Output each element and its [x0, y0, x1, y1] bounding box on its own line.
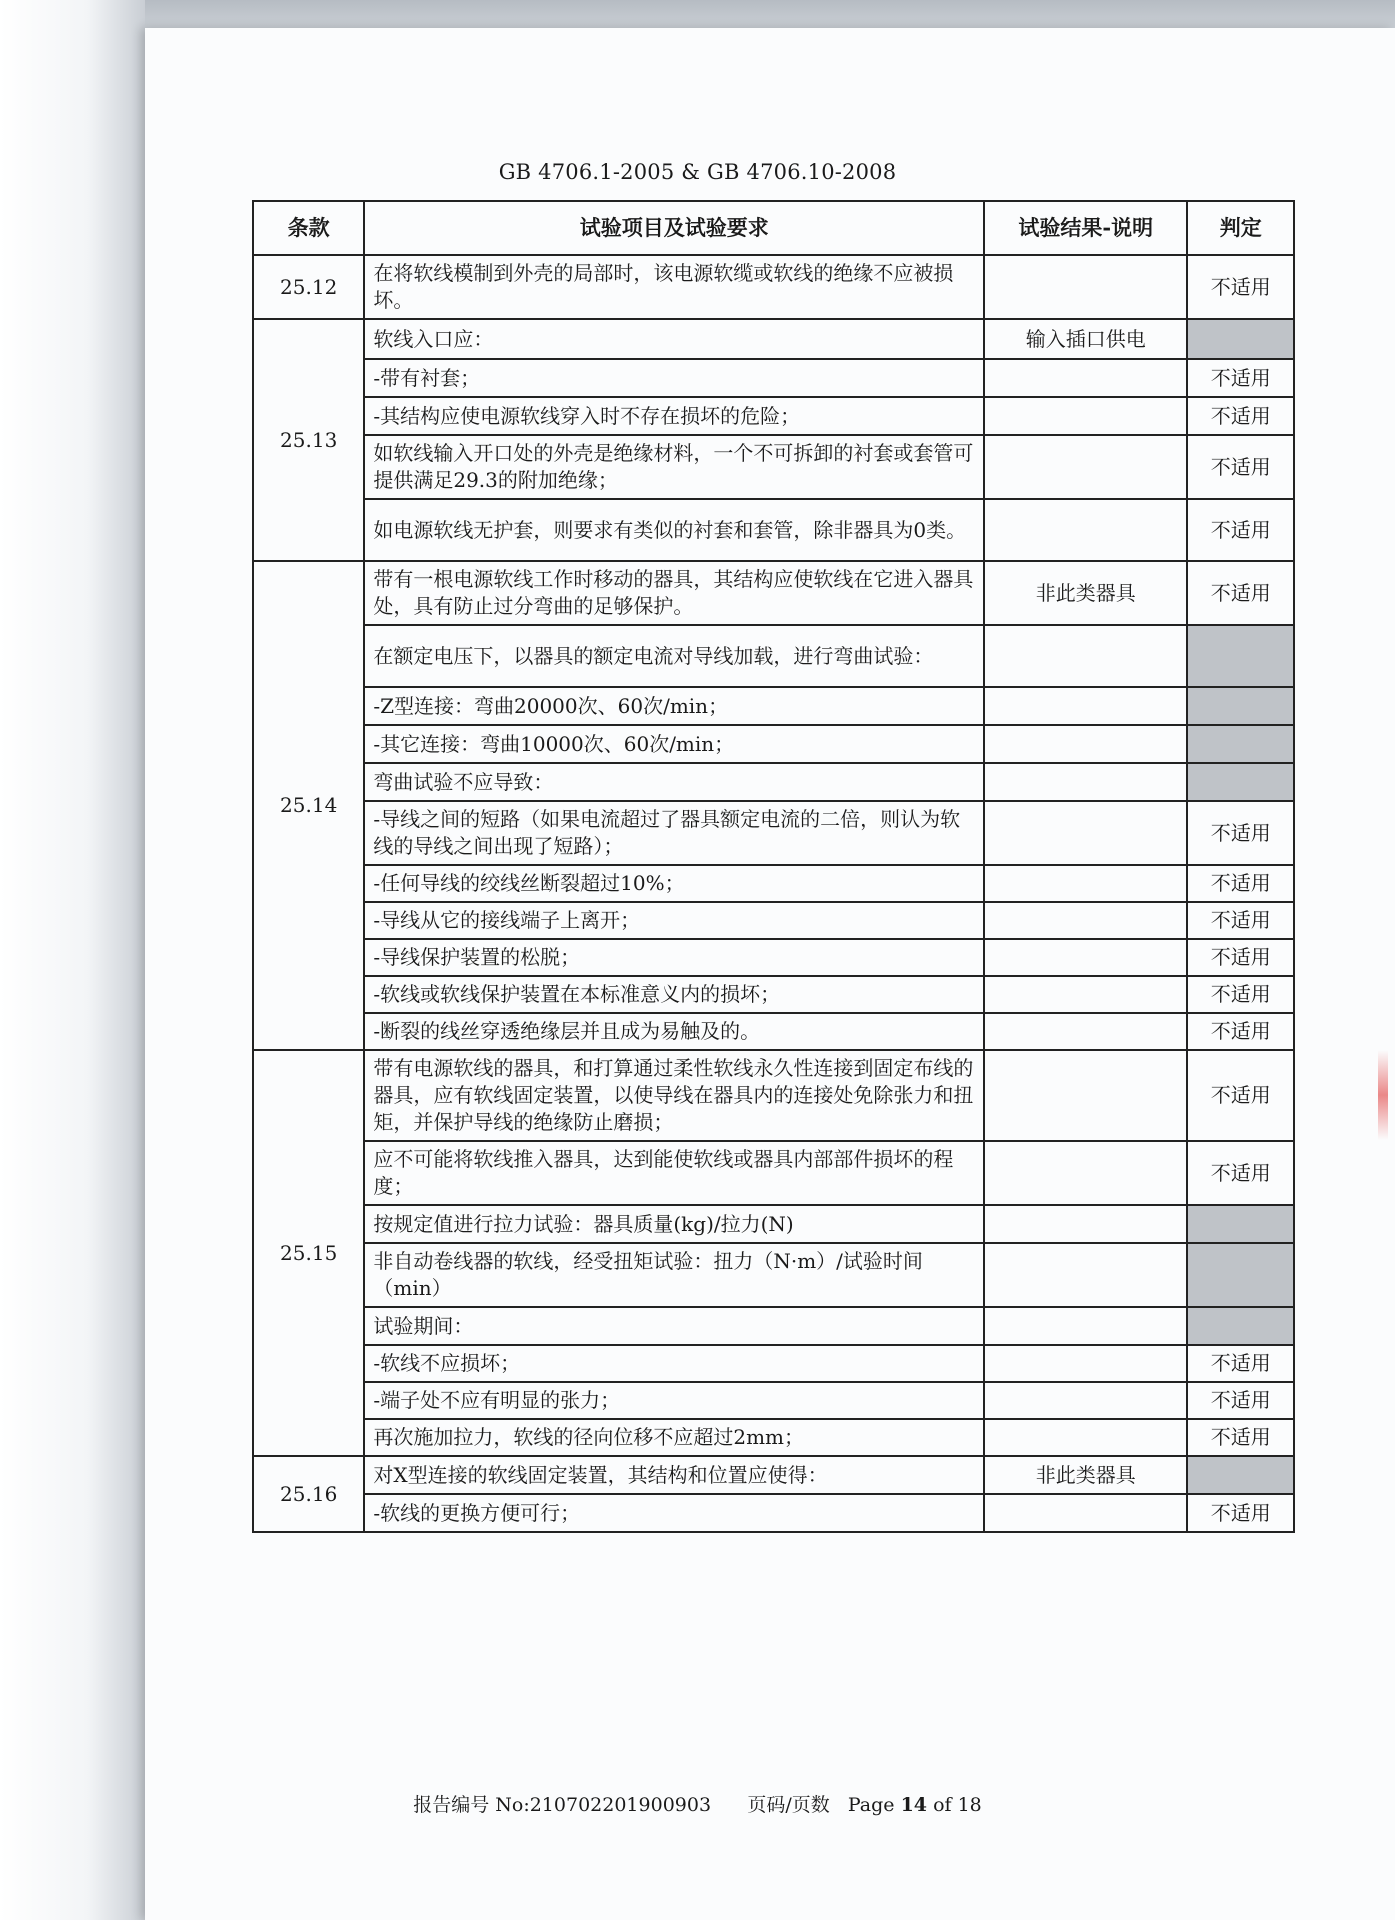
item-cell: 对X型连接的软线固定装置，其结构和位置应使得：: [364, 1456, 984, 1494]
verdict-cell: 不适用: [1187, 939, 1294, 976]
page-of: of: [933, 1794, 952, 1816]
result-cell: 输入插口供电: [984, 319, 1187, 359]
verdict-cell-shaded: [1187, 1243, 1294, 1307]
result-cell: [984, 687, 1187, 725]
verdict-cell: 不适用: [1187, 255, 1294, 319]
verdict-cell-shaded: [1187, 319, 1294, 359]
result-cell: [984, 1243, 1187, 1307]
result-cell: [984, 255, 1187, 319]
col-header-item: 试验项目及试验要求: [364, 201, 984, 255]
result-cell: [984, 1345, 1187, 1382]
table-row: [253, 939, 1294, 976]
result-cell: [984, 1494, 1187, 1532]
col-header-clause: 条款: [253, 201, 364, 255]
clause-cell: 25.12: [253, 255, 364, 319]
result-cell: [984, 1307, 1187, 1345]
table-row: [253, 1307, 1294, 1345]
verdict-cell: 不适用: [1187, 435, 1294, 499]
result-cell: [984, 1050, 1187, 1141]
item-cell: 带有一根电源软线工作时移动的器具，其结构应使软线在它进入器具处，具有防止过分弯曲的足够保护。: [364, 561, 984, 625]
verdict-cell: 不适用: [1187, 397, 1294, 435]
page-label: 页码/页数: [747, 1794, 830, 1816]
table-row: [253, 435, 1294, 499]
item-cell: 在将软线模制到外壳的局部时，该电源软缆或软线的绝缘不应被损坏。: [364, 255, 984, 319]
table-row: [253, 1205, 1294, 1243]
item-cell: -导线从它的接线端子上离开；: [364, 902, 984, 939]
clause-cell: 25.14: [253, 561, 364, 1050]
table-row: [253, 625, 1294, 687]
item-cell: 软线入口应：: [364, 319, 984, 359]
verdict-cell: 不适用: [1187, 902, 1294, 939]
table-row: [253, 319, 1294, 359]
clause-cell: 25.15: [253, 1050, 364, 1456]
verdict-cell-shaded: [1187, 687, 1294, 725]
verdict-cell-shaded: [1187, 1456, 1294, 1494]
table-row: [253, 1243, 1294, 1307]
verdict-cell: 不适用: [1187, 561, 1294, 625]
verdict-cell: 不适用: [1187, 1494, 1294, 1532]
page-total: 18: [957, 1794, 982, 1816]
item-cell: 按规定值进行拉力试验：器具质量(kg)/拉力(N): [364, 1205, 984, 1243]
table-row: [253, 1141, 1294, 1205]
result-cell: [984, 435, 1187, 499]
result-cell: [984, 865, 1187, 902]
result-cell: [984, 976, 1187, 1013]
page-prefix: Page: [847, 1794, 895, 1816]
table-row: [253, 1050, 1294, 1141]
table-row: [253, 865, 1294, 902]
page-header: GB 4706.1-2005 & GB 4706.10-2008: [498, 160, 897, 184]
item-cell: -任何导线的绞线丝断裂超过10%；: [364, 865, 984, 902]
result-cell: 非此类器具: [984, 1456, 1187, 1494]
item-cell: 试验期间：: [364, 1307, 984, 1345]
verdict-cell-shaded: [1187, 763, 1294, 801]
verdict-cell: 不适用: [1187, 1419, 1294, 1456]
clause-cell: 25.16: [253, 1456, 364, 1532]
item-cell: -导线之间的短路（如果电流超过了器具额定电流的二倍，则认为软线的导线之间出现了短路）；: [364, 801, 984, 865]
item-cell: 再次施加拉力，软线的径向位移不应超过2mm；: [364, 1419, 984, 1456]
table-row: [253, 1382, 1294, 1419]
verdict-cell-shaded: [1187, 725, 1294, 763]
result-cell: [984, 359, 1187, 397]
table-row: [253, 1419, 1294, 1456]
result-cell: [984, 499, 1187, 561]
seal-edge-mark: [1378, 1050, 1388, 1140]
verdict-cell: 不适用: [1187, 1382, 1294, 1419]
item-cell: -软线不应损坏；: [364, 1345, 984, 1382]
verdict-cell: 不适用: [1187, 865, 1294, 902]
item-cell: 应不可能将软线推入器具，达到能使软线或器具内部部件损坏的程度；: [364, 1141, 984, 1205]
verdict-cell: 不适用: [1187, 976, 1294, 1013]
result-cell: [984, 902, 1187, 939]
verdict-cell: 不适用: [1187, 801, 1294, 865]
verdict-cell: 不适用: [1187, 1345, 1294, 1382]
item-cell: -软线或软线保护装置在本标准意义内的损坏；: [364, 976, 984, 1013]
item-cell: 在额定电压下，以器具的额定电流对导线加载，进行弯曲试验：: [364, 625, 984, 687]
scan-left-edge: [0, 0, 145, 1920]
table-row: [253, 902, 1294, 939]
item-cell: 如电源软线无护套，则要求有类似的衬套和套管，除非器具为0类。: [364, 499, 984, 561]
item-cell: -断裂的线丝穿透绝缘层并且成为易触及的。: [364, 1013, 984, 1050]
item-cell: -导线保护装置的松脱；: [364, 939, 984, 976]
result-cell: [984, 725, 1187, 763]
item-cell: 弯曲试验不应导致：: [364, 763, 984, 801]
item-cell: -端子处不应有明显的张力；: [364, 1382, 984, 1419]
table-row: [253, 1494, 1294, 1532]
item-cell: -带有衬套；: [364, 359, 984, 397]
result-cell: [984, 763, 1187, 801]
result-cell: [984, 1419, 1187, 1456]
result-cell: [984, 397, 1187, 435]
result-cell: [984, 801, 1187, 865]
table-row: [253, 687, 1294, 725]
verdict-cell: 不适用: [1187, 359, 1294, 397]
verdict-cell: 不适用: [1187, 1141, 1294, 1205]
col-header-result: 试验结果-说明: [984, 201, 1187, 255]
table-header-row: [253, 201, 1294, 255]
result-cell: [984, 939, 1187, 976]
item-cell: -软线的更换方便可行；: [364, 1494, 984, 1532]
table-row: [253, 725, 1294, 763]
result-cell: [984, 1141, 1187, 1205]
table-row: [253, 763, 1294, 801]
verdict-cell-shaded: [1187, 625, 1294, 687]
table-row: [253, 1013, 1294, 1050]
table-row: [253, 976, 1294, 1013]
table-row: [253, 359, 1294, 397]
table-row: [253, 801, 1294, 865]
table-row: [253, 561, 1294, 625]
table-row: [253, 1456, 1294, 1494]
verdict-cell-shaded: [1187, 1307, 1294, 1345]
verdict-cell-shaded: [1187, 1205, 1294, 1243]
result-cell: 非此类器具: [984, 561, 1187, 625]
report-number: 报告编号 No:210702201900903: [413, 1794, 712, 1816]
verdict-cell: 不适用: [1187, 1050, 1294, 1141]
col-header-verdict: 判定: [1187, 201, 1294, 255]
page-current: 14: [900, 1794, 928, 1816]
verdict-cell: 不适用: [1187, 1013, 1294, 1050]
clause-cell: 25.13: [253, 319, 364, 561]
item-cell: -Z型连接：弯曲20000次、60次/min；: [364, 687, 984, 725]
verdict-cell: 不适用: [1187, 499, 1294, 561]
item-cell: 带有电源软线的器具，和打算通过柔性软线永久性连接到固定布线的器具，应有软线固定装置，以使导线在器具内的连接处免除张力和扭矩，并保护导线的绝缘防止磨损；: [364, 1050, 984, 1141]
item-cell: -其它连接：弯曲10000次、60次/min；: [364, 725, 984, 763]
item-cell: 如软线输入开口处的外壳是绝缘材料，一个不可拆卸的衬套或套管可提供满足29.3的附加绝缘；: [364, 435, 984, 499]
result-cell: [984, 1382, 1187, 1419]
test-report-table: [252, 200, 1295, 1533]
item-cell: -其结构应使电源软线穿入时不存在损坏的危险；: [364, 397, 984, 435]
item-cell: 非自动卷线器的软线，经受扭矩试验：扭力（N·m）/试验时间（min）: [364, 1243, 984, 1307]
table-row: [253, 397, 1294, 435]
result-cell: [984, 1013, 1187, 1050]
table-row: [253, 499, 1294, 561]
page-footer: [0, 1790, 1395, 1817]
result-cell: [984, 1205, 1187, 1243]
table-row: [253, 1345, 1294, 1382]
result-cell: [984, 625, 1187, 687]
table-row: [253, 255, 1294, 319]
